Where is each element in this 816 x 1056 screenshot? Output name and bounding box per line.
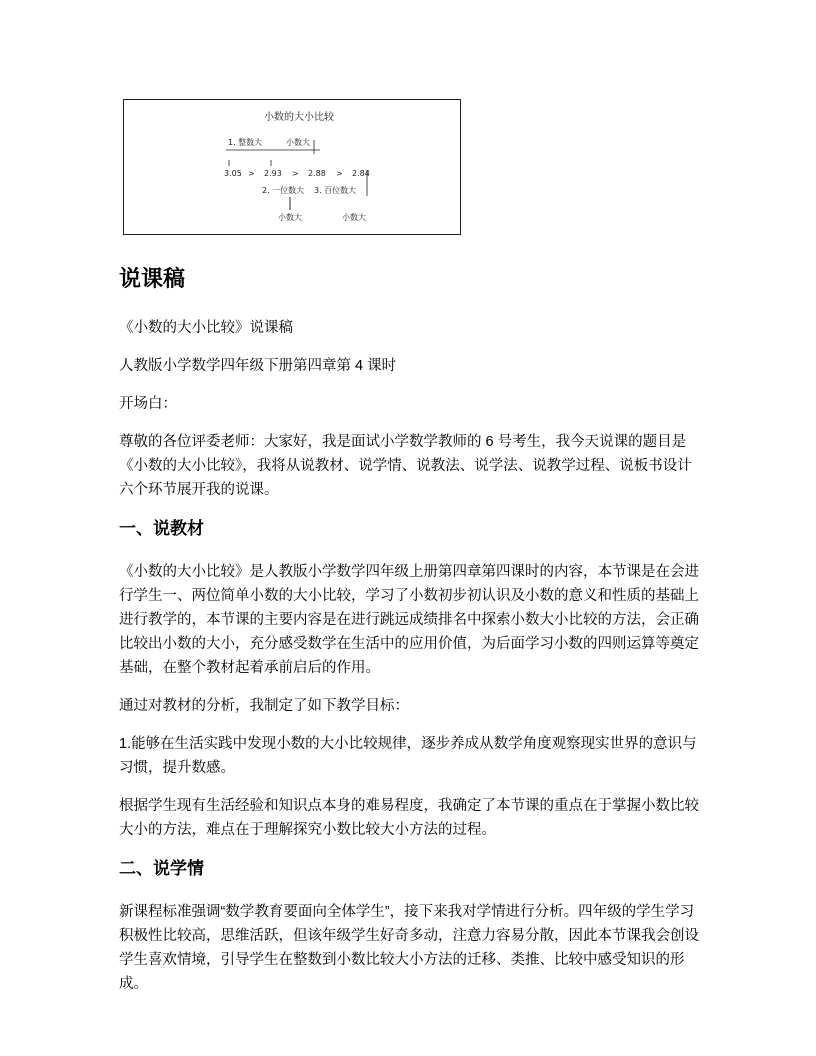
paragraph-goals-intro: 通过对教材的分析，我制定了如下教学目标：: [119, 698, 409, 714]
number-1: 3.05: [224, 169, 242, 178]
number-2: 2.93: [264, 169, 282, 178]
paragraph-goal-1: 1.能够在生活实践中发现小数的大小比较规律，逐步养成从数学角度观察现实世界的意识与习惯，提升数感。: [119, 736, 697, 776]
gt-3: >: [336, 169, 343, 178]
document-title: 说课稿: [119, 266, 186, 291]
number-4: 2.84: [352, 169, 370, 178]
gt-1: >: [248, 169, 255, 178]
section-heading-students: 二、说学情: [119, 859, 204, 878]
paragraph-student-analysis: 新课程标准强调“数学教育要面向全体学生”，接下来我对学情进行分析。四年级的学生学习积极性比较高，思维活跃，但该年级学生好奇多动，注意力容易分散，因此本节课我会创设学生喜欢情境，引导学生在整数到小数比较大小方法的迁移、类推、比较中感受知识的形成。: [119, 904, 699, 992]
gt-2: >: [292, 169, 299, 178]
rule3-label: 3. 百位数大: [314, 186, 357, 195]
paragraph-lesson-title: 《小数的大小比较》说课稿: [119, 320, 293, 336]
number-3: 2.88: [308, 169, 326, 178]
rule1-label-b: 小数大: [286, 138, 310, 147]
paragraph-opening: 尊敬的各位评委老师：大家好，我是面试小学数学教师的 6 号考生，我今天说课的题目是《小数的大小比较》，我将从说教材、说学情、说教法、说学法、说教学过程、说板书设计六个环节展开我的说课。: [119, 434, 692, 498]
bottom-right-label: 小数大: [342, 213, 366, 222]
paragraph-key-points: 根据学生现有生活经验和知识点本身的难易程度，我确定了本节课的重点在于掌握小数比较大小的方法，难点在于理解探究小数比较大小方法的过程。: [119, 798, 699, 838]
rule2-label: 2. 一位数大: [262, 186, 305, 195]
blackboard-figure: [123, 99, 461, 235]
bottom-left-label: 小数大: [278, 213, 302, 222]
blackboard-diagram: [124, 100, 460, 234]
section-heading-textbook: 一、说教材: [119, 519, 204, 538]
paragraph-opening-label: 开场白：: [119, 396, 177, 412]
paragraph-textbook-analysis: 《小数的大小比较》是人教版小学数学四年级上册第四章第四课时的内容，本节课是在会进行学生一、两位简单小数的大小比较，学习了小数初步初认识及小数的意义和性质的基础上进行教学的，本节课的主要内容是在进行跳远成绩排名中探索小数大小比较的方法，会正确比较出小数的大小，充分感受数学在生活中的应用价值，为后面学习小数的四则运算等奠定基础，在整个教材起着承前启后的作用。: [119, 564, 699, 676]
rule1-label: 1. 整数大: [228, 138, 263, 147]
paragraph-textbook-info: 人教版小学数学四年级下册第四章第 4 课时: [119, 358, 397, 374]
document-body: [119, 262, 703, 1010]
figure-title: 小数的大小比较: [264, 112, 334, 123]
